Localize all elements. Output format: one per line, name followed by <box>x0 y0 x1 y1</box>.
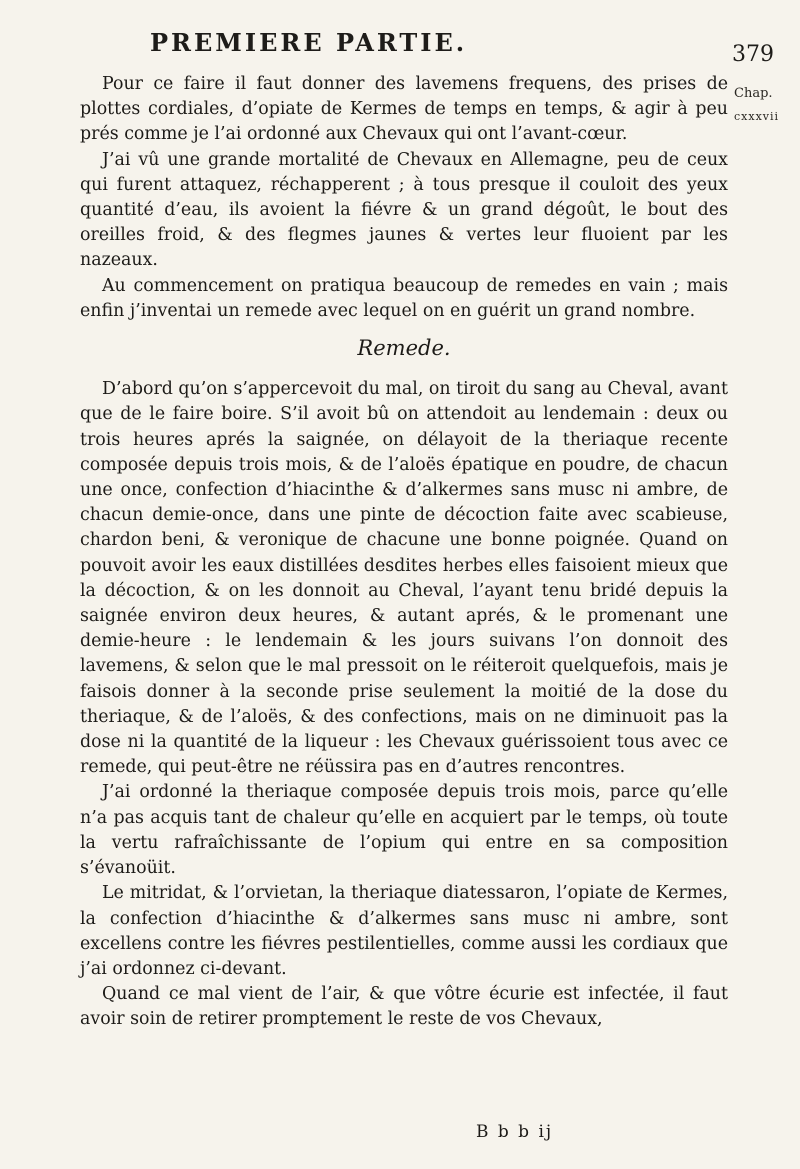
paragraph: J’ai ordonné la theriaque composée depuis trois mois, parce qu’elle n’a pas acquis tant de chaleur qu’elle en acquiert par le temps, où toute la vertu rafraîchissante de l’opium qui entre en sa composition s’évanoüit. <box>80 782 728 879</box>
signature-mark: B b b ij <box>476 1122 554 1142</box>
body-text <box>80 72 728 1033</box>
paragraph: J’ai vû une grande mortalité de Chevaux en Allemagne, peu de ceux qui furent attaquez, réchapperent ; à tous presque il couloit des yeux quantité d’eau, ils avoient la fiévre & un grand dégoût, le bout des oreilles froid, & des flegmes jaunes & vertes leur fluoient par les nazeaux. <box>80 149 728 271</box>
margin-note <box>734 82 779 128</box>
paragraph: D’abord qu’on s’appercevoit du mal, on tiroit du sang au Cheval, avant que de le faire boire. S’il avoit bû on attendoit au lendemain : deux ou trois heures aprés la saignée, on délayoit de la theriaque recente composée depuis trois mois, & de l’aloës épatique en poudre, de chacun une once, confection d’hiacinthe & d’alkermes sans musc ni ambre, de chacun demie-once, dans une pinte de décoction faite avec scabieuse, chardon beni, & veronique de chacune une bonne poignée. Quand on pouvoit avoir les eaux distillées desdites herbes elles faisoient mieux que la décoction, & on les donnoit au Cheval, l’ayant tenu bridé depuis la saignée environ deux heures, & autant aprés, & le promenant une demie-heure : le lendemain & les jours suivans l’on donnoit des lavemens, & selon que le mal pressoit on le réiteroit quelquefois, mais je faisois donner à la seconde prise seulement la moitié de la dose du theriaque, & de l’aloës, & des confections, mais on ne diminuoit pas la dose ni la quantité de la liqueur : les Chevaux guérissoient tous avec ce remede, qui peut-être ne réüssira pas en d’autres rencontres. <box>80 379 728 778</box>
margin-note-number: cxxxvii <box>734 110 780 123</box>
running-head: PREMIERE PARTIE. <box>150 28 468 57</box>
paragraph: Quand ce mal vient de l’air, & que vôtre écurie est infectée, il faut avoir soin de retirer promptement le reste de vos Chevaux, <box>80 984 728 1030</box>
paragraph: Au commencement on pratiqua beaucoup de remedes en vain ; mais enfin j’inventai un remede avec lequel on en guérit un grand nombre. <box>80 275 728 321</box>
section-heading: Remede. <box>357 336 451 361</box>
page-number: 379 <box>732 42 774 67</box>
paragraph: Le mitridat, & l’orvietan, la theriaque diatessaron, l’opiate de Kermes, la confection d’hiacinthe & d’alkermes sans musc ni ambre, sont excellens contre les fiévres pestilentielles, comme aussi les cordiaux que j’ai ordonnez ci-devant. <box>80 883 728 979</box>
paragraph: Pour ce faire il faut donner des lavemens frequens, des prises de plottes cordiales, d’opiate de Kermes de temps en temps, & agir à peu prés comme je l’ai ordonné aux Chevaux qui ont l’avant-cœur. <box>80 74 728 145</box>
margin-note-chapter: Chap. <box>734 86 773 101</box>
